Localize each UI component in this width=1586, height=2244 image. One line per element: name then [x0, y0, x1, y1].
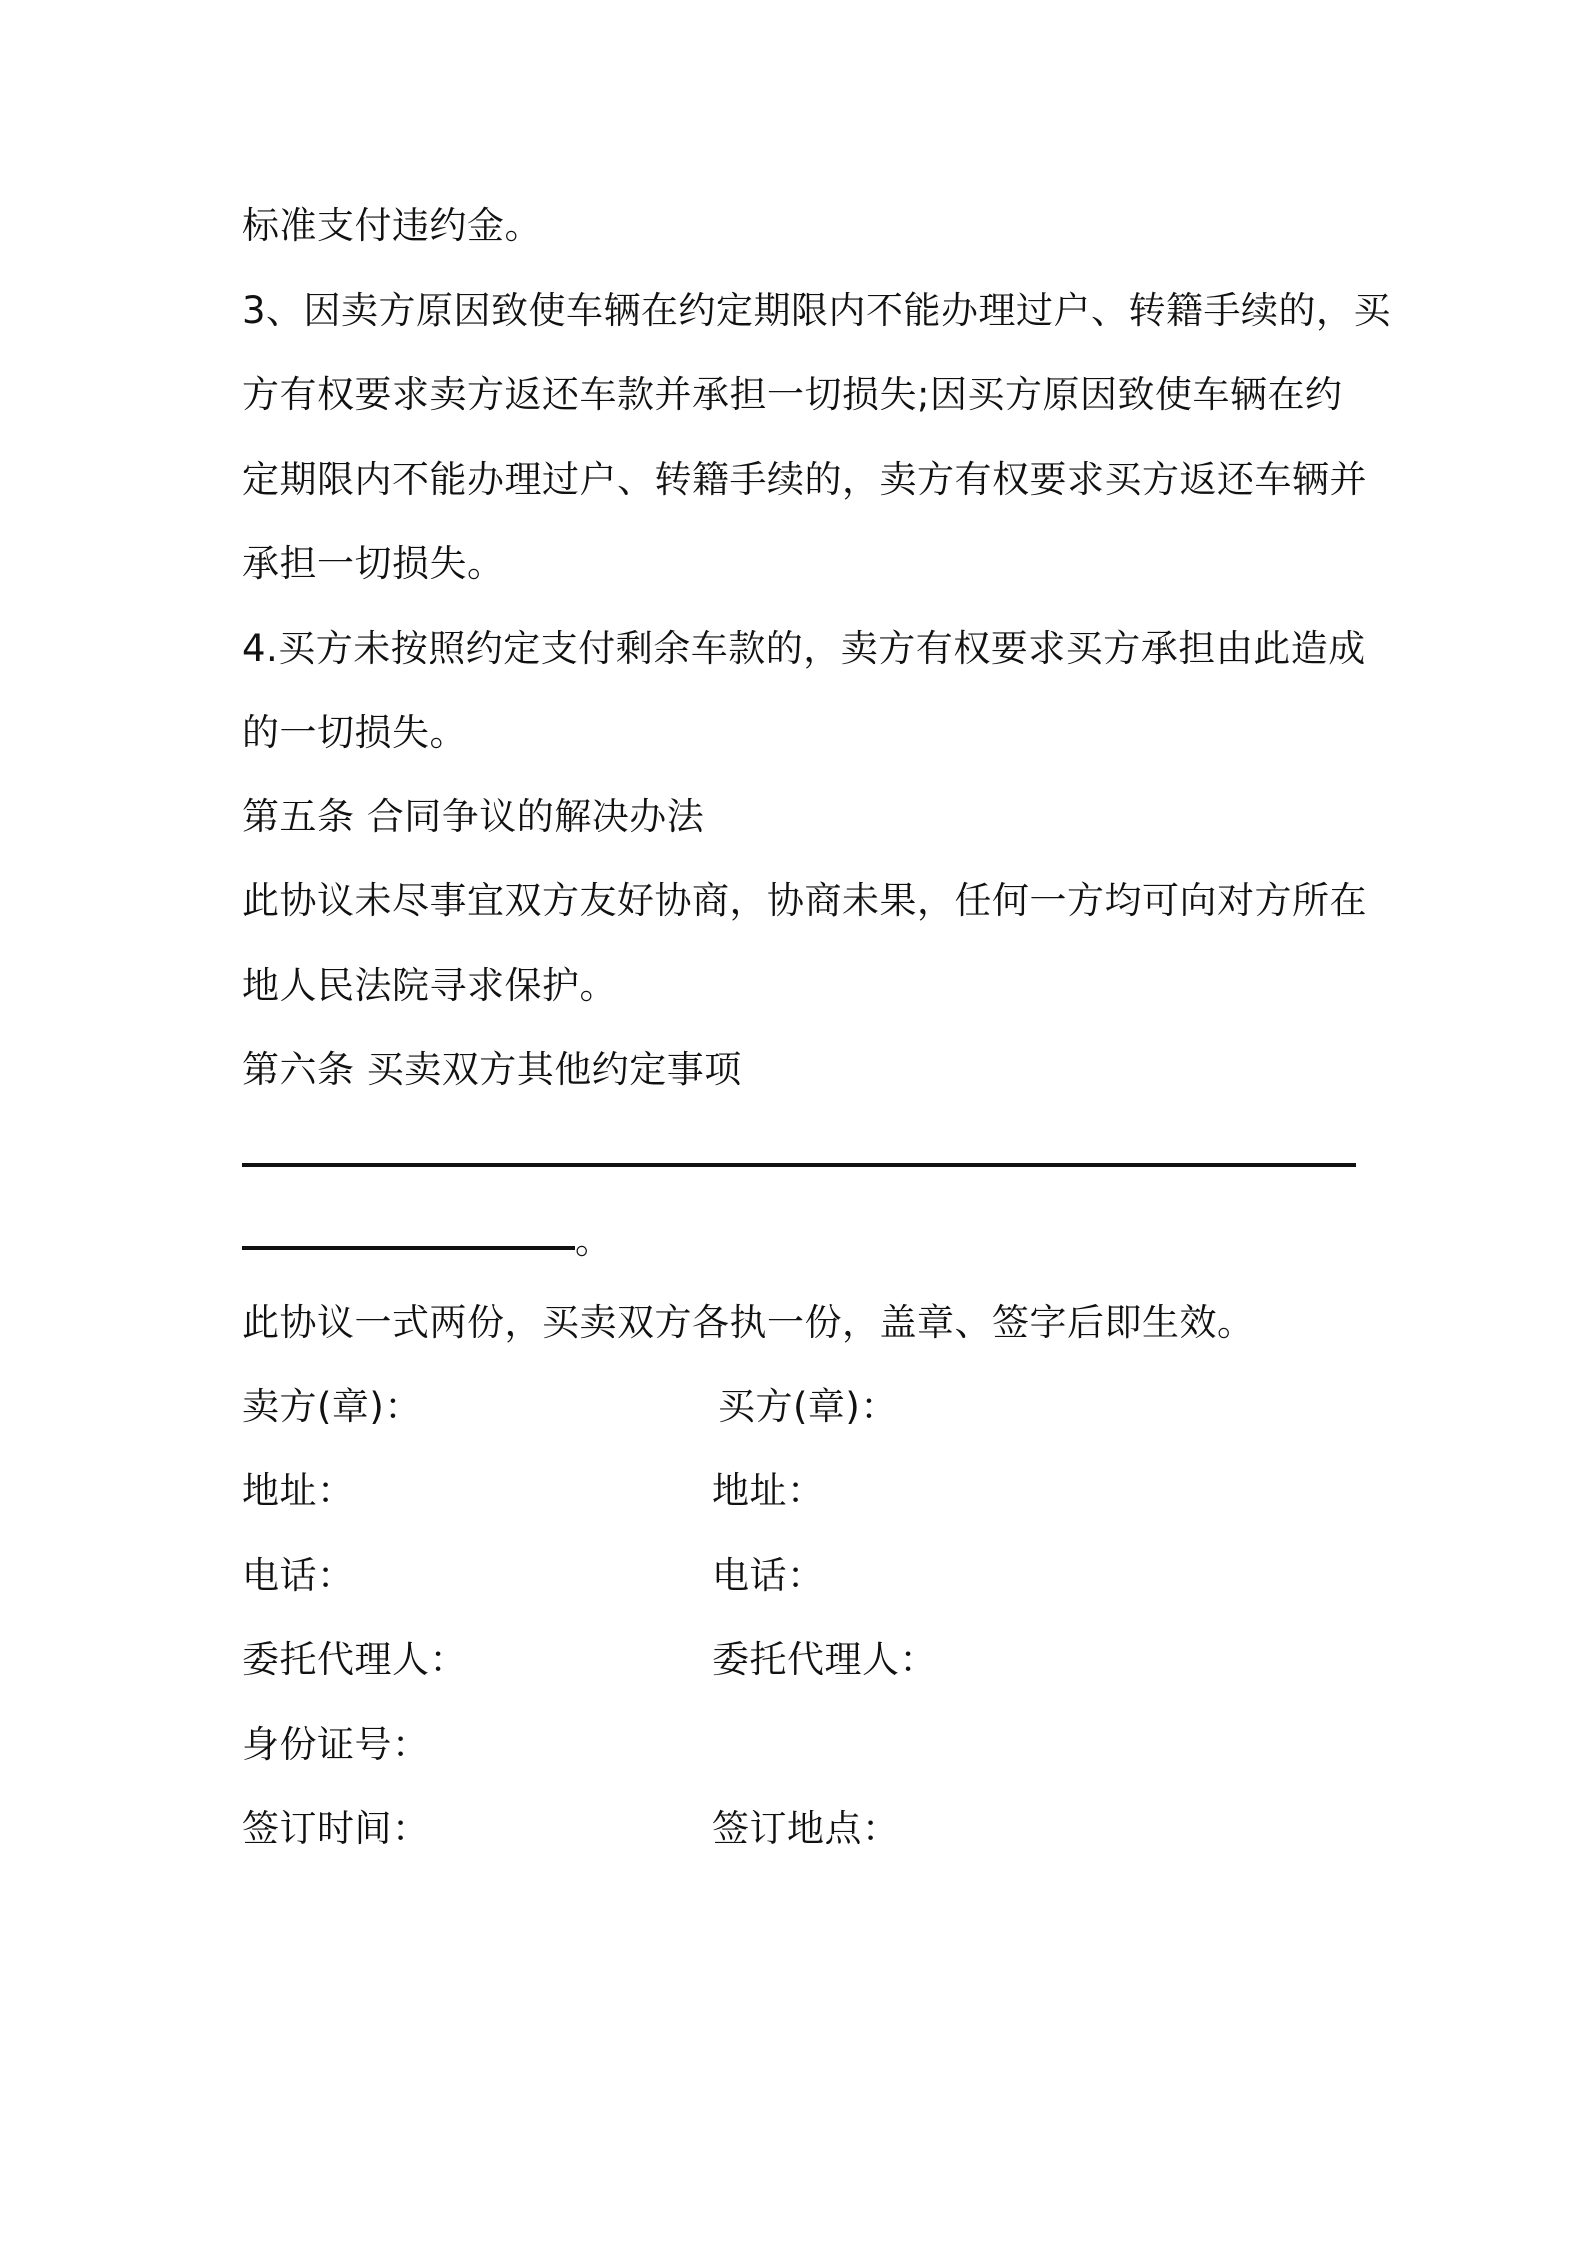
- buyer-agent-label: 委托代理人：: [712, 1638, 937, 1681]
- paragraph-line: 方有权要求卖方返还车款并承担一切损失;因买方原因致使车辆在约: [242, 373, 1343, 416]
- sign-place-label: 签订地点：: [712, 1807, 900, 1850]
- buyer-label: 买方(章)：: [718, 1385, 898, 1428]
- paragraph-line: 定期限内不能办理过户、转籍手续的，卖方有权要求买方返还车辆并: [242, 458, 1367, 501]
- paragraph-line: 此协议未尽事宜双方友好协商，协商未果，任何一方均可向对方所在: [242, 879, 1367, 922]
- seller-label: 卖方(章)：: [242, 1385, 422, 1428]
- closing-statement: 此协议一式两份，买卖双方各执一份，盖章、签字后即生效。: [242, 1301, 1255, 1344]
- sign-time-label: 签订时间：: [242, 1807, 430, 1850]
- fill-in-blank-line: [242, 1246, 575, 1250]
- seller-address-label: 地址：: [242, 1469, 355, 1512]
- buyer-address-label: 地址：: [712, 1469, 825, 1512]
- paragraph-line: 3、因卖方原因致使车辆在约定期限内不能办理过户、转籍手续的，买: [242, 289, 1392, 332]
- paragraph-line: 的一切损失。: [242, 711, 467, 754]
- section-heading: 第五条 合同争议的解决办法: [242, 795, 705, 838]
- buyer-phone-label: 电话：: [712, 1554, 825, 1597]
- paragraph-line: 地人民法院寻求保护。: [242, 964, 617, 1007]
- id-number-label: 身份证号：: [242, 1723, 430, 1766]
- seller-phone-label: 电话：: [242, 1554, 355, 1597]
- blank-end-mark: 。: [575, 1219, 612, 1262]
- paragraph-line: 承担一切损失。: [242, 542, 505, 585]
- fill-in-blank-line: [242, 1163, 1356, 1167]
- paragraph-line: 标准支付违约金。: [242, 204, 542, 247]
- seller-agent-label: 委托代理人：: [242, 1638, 467, 1681]
- paragraph-line: 4.买方未按照约定支付剩余车款的，卖方有权要求买方承担由此造成: [242, 627, 1366, 670]
- section-heading: 第六条 买卖双方其他约定事项: [242, 1048, 742, 1091]
